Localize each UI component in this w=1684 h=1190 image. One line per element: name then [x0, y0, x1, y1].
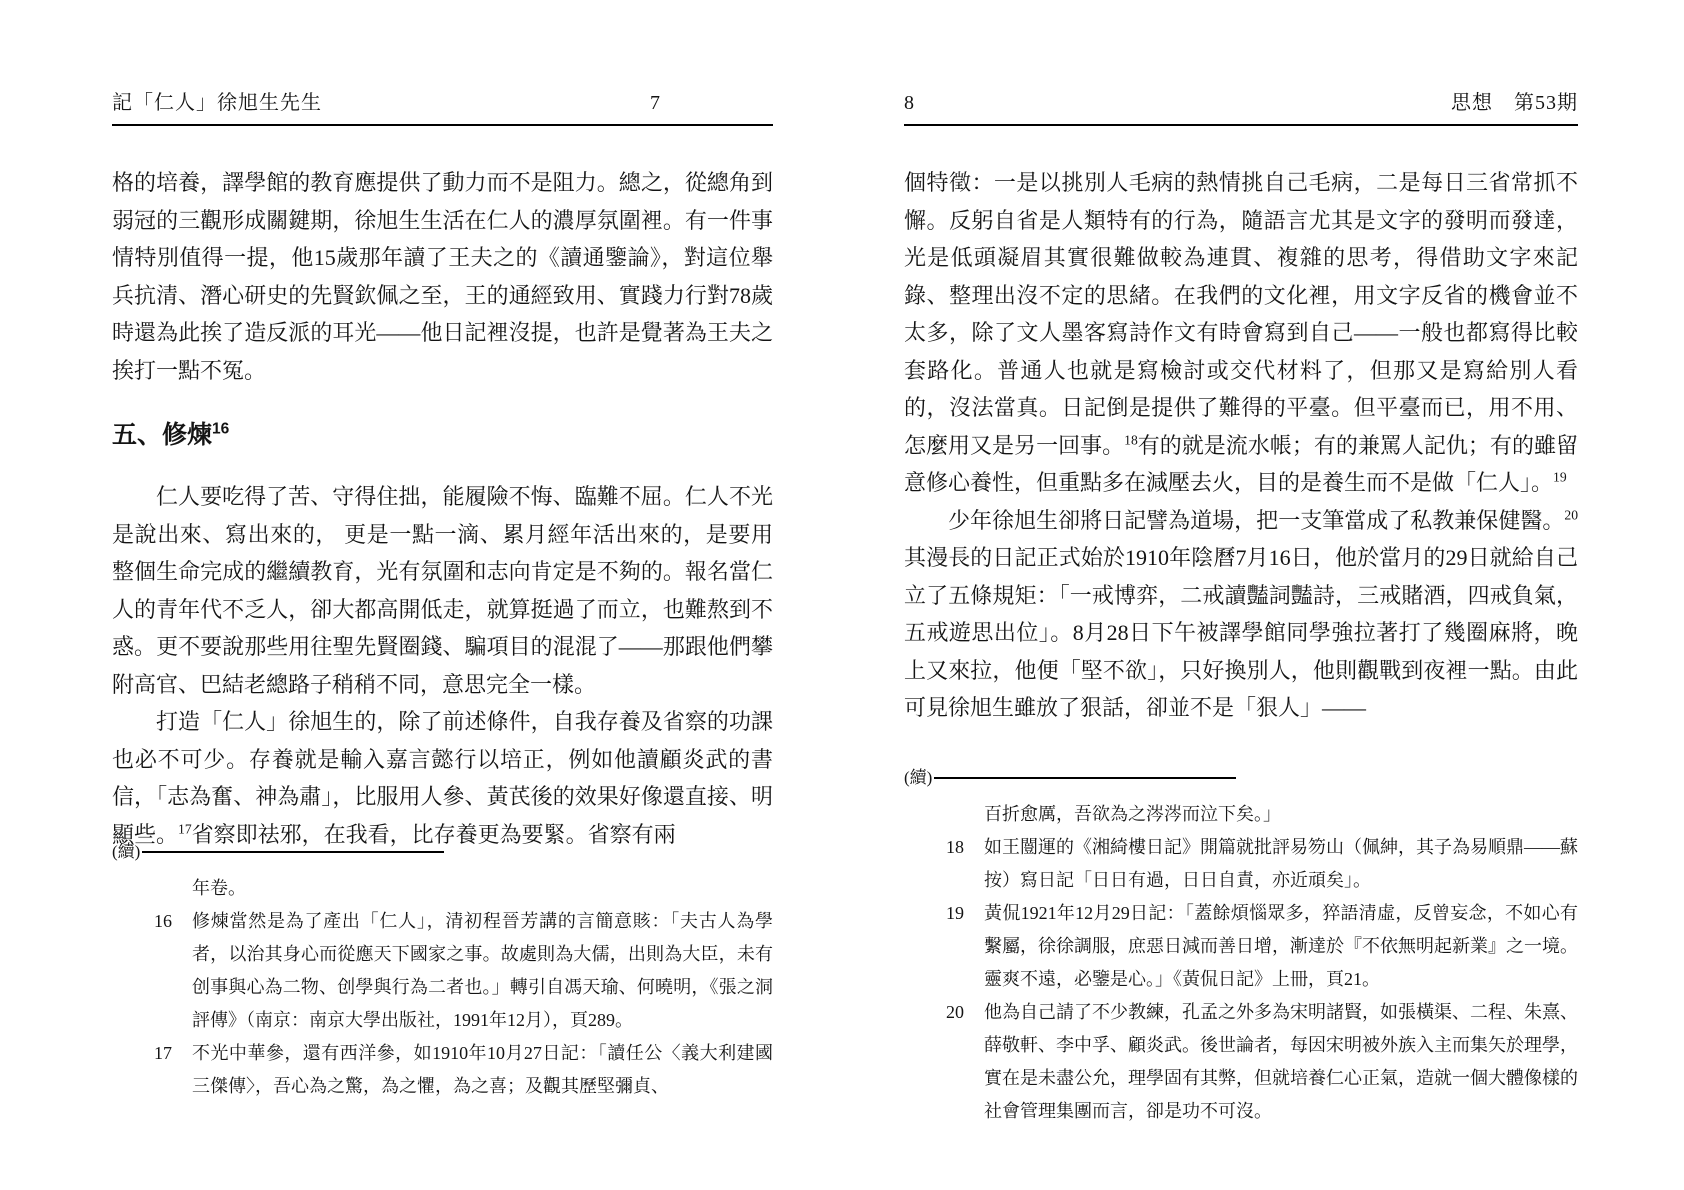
- page-left: [112, 86, 773, 1096]
- footnote-continuation-separator: [904, 766, 1578, 790]
- body-paragraph: 格的培養，譯學館的教育應提供了動力而不是阻力。總之，從總角到弱冠的三觀形成關鍵期，徐旭生生活在仁人的濃厚氛圍裡。有一件事情特別值得一提，他15歲那年讀了王夫之的《讀通鑒論》，對這位舉兵抗清、潛心研史的先賢欽佩之至，王的通經致用、實踐力行對78歲時還為此挨了造反派的耳光——他日記裡沒提，也許是覺著為王夫之挨打一點不冤。: [112, 170, 773, 383]
- section-heading: 五、修煉$^{16}$: [112, 420, 230, 449]
- body-paragraph: 個特徵：一是以挑別人毛病的熱情挑自己毛病，二是每日三省常抓不懈。反躬自省是人類特有的行為，隨語言尤其是文字的發明而發達，光是低頭凝眉其實很難做較為連貫、複雜的思考，得借助文字來記錄、整理出沒不定的思緒。在我們的文化裡，用文字反省的機會並不太多，除了文人墨客寫詩作文有時會寫到自己——一般也都寫得比較套路化。普通人也就是寫檢討或交代材料了，但那又是寫給別人看的，沒法當真。日記倒是提供了難得的平臺。但平臺而已，用不用、怎麼用又是另一回事。$^{18}$有的就是流水帳；有的兼罵人記仇；有的雖留意修心養性，但重點多在減壓去火，目的是養生而不是做「仁人」。$^{19}$: [904, 170, 1578, 495]
- body-paragraph: 打造「仁人」徐旭生的，除了前述條件，自我存養及省察的功課也必不可少。存養就是輸入嘉言懿行以培正，例如他讀顧炎武的書信，「志為奮、神為肅」，比服用人參、黃芪後的效果好像還直接、明顯些。$^{17}$省察即祛邪，在我看，比存養更為要緊。省察有兩: [112, 709, 773, 847]
- footnote-rule: [142, 851, 444, 853]
- footnote-text: 修煉當然是為了產出「仁人」，清初程晉芳講的言簡意賅：「夫古人為學者，以治其身心而從應天下國家之事。故處則為大儒，出則為大臣，未有创事與心為二物、创學與行為二者也。」轉引自馮天瑜、何曉明，《張之洞評傳》（南京：南京大學出版社，1991年12月），頁289。: [192, 911, 773, 1030]
- running-header: [904, 86, 1578, 126]
- body-paragraph: 少年徐旭生卻將日記譬為道場，把一支筆當成了私教兼保健醫。$^{20}$其漫長的日記正式始於1910年陰曆7月16日，他於當月的29日就給自己立了五條規矩：「一戒博弈，二戒讀豔詞豔詩，三戒賭酒，四戒負氣，五戒遊思出位」。8月28日下午被譯學館同學強拉著打了幾圈麻將，晚上又來拉，他便「堅不欲」，只好換別人，他則觀戰到夜裡一點。由此可見徐旭生雖放了狠話，卻並不是「狠人」——: [904, 507, 1578, 720]
- footnote-number: 20: [946, 1002, 964, 1022]
- page-number: 8: [904, 92, 915, 114]
- footnote-item: [904, 897, 1578, 996]
- footnote-list: [112, 872, 773, 1103]
- footnote-text: 黃侃1921年12月29日記：「蓋餘煩惱眾多，猝語清虛，反曾妄念，不如心有繫屬，徐徐調服，庶惡日減而善日增，漸達於『不依無明起新業』之一境。靈爽不遠，必鑒是心。」《黃侃日記》上冊，頁21。: [984, 903, 1578, 989]
- footnote-text: 百折愈厲，吾欲為之涔涔而泣下矣。」: [984, 804, 1281, 824]
- footnote-continuation-text: [112, 872, 773, 905]
- page-number: 7: [650, 92, 661, 114]
- footnote-number: 17: [154, 1043, 172, 1063]
- body-paragraph: 仁人要吃得了苦、守得住拙，能履險不悔、臨難不屈。仁人不光是說出來、寫出來的， 更是一點一滴、累月經年活出來的，是要用整個生命完成的繼續教育，光有氛圍和志向肯定是不夠的。報名當仁人的青年代不乏人，卻大都高開低走，就算挺過了而立，也難熬到不惑。更不要說那些用往聖先賢圈錢、騙項目的混混了——那跟他們攀附高官、巴結老總路子稍稍不同，意思完全一樣。: [112, 484, 773, 697]
- continuation-marker: (續): [112, 842, 141, 861]
- running-title: 記「仁人」徐旭生先生: [112, 92, 322, 114]
- footnote-list: [904, 798, 1578, 1128]
- footnote-item: [112, 1037, 773, 1103]
- footnote-text: 他為自己請了不少教練，孔孟之外多為宋明諸賢，如張橫渠、二程、朱熹、薛敬軒、李中孚、顧炎武。後世論者，每因宋明被外族入主而集矢於理學，實在是未盡公允，理學固有其弊，但就培養仁心正氣，造就一個大體像樣的社會管理集團而言，卻是功不可沒。: [984, 1002, 1578, 1121]
- footnote-text: 不光中華參，還有西洋參，如1910年10月27日記：「讀任公〈義大利建國三傑傳〉，吾心為之驚，為之懼，為之喜；及觀其歷堅彌貞、: [192, 1043, 773, 1096]
- footnote-item: [112, 905, 773, 1037]
- page-body: [112, 164, 773, 853]
- footnote-item: [904, 996, 1578, 1128]
- footnote-number: 16: [154, 911, 172, 931]
- footnote-area: [112, 840, 773, 1103]
- continuation-marker: (續): [904, 768, 933, 787]
- footnote-text: 如王闓運的《湘綺樓日記》開篇就批評易笏山（佩紳，其子為易順鼎——蘇按）寫日記「日日有過，日日自責，亦近頑矣」。: [984, 837, 1578, 890]
- footnote-text: 年卷。: [192, 878, 246, 898]
- page-body: [904, 164, 1578, 727]
- footnote-number: 18: [946, 837, 964, 857]
- footnote-continuation-text: [904, 798, 1578, 831]
- footnote-number: 19: [946, 903, 964, 923]
- running-header: [112, 86, 773, 126]
- running-title: 思想 第53期: [1451, 92, 1578, 114]
- footnote-item: [904, 831, 1578, 897]
- footnote-area: [904, 766, 1578, 1128]
- page-right: [904, 86, 1578, 1121]
- footnote-continuation-separator: [112, 840, 773, 864]
- footnote-rule: [934, 777, 1236, 779]
